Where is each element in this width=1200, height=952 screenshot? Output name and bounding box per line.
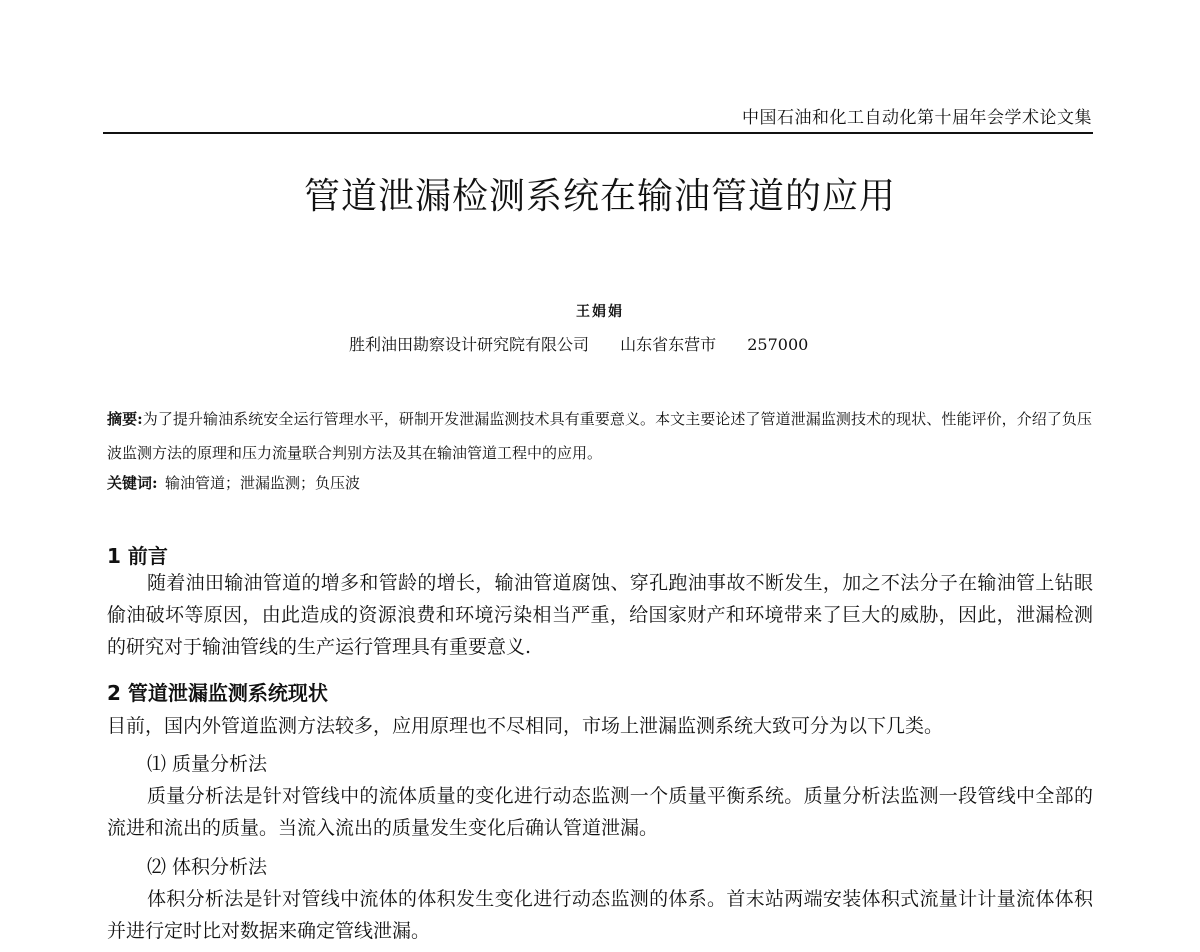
abstract-text: 为了提升输油系统安全运行管理水平，研制开发泄漏监测技术具有重要意义。本文主要论述了管道泄漏监测技术的现状、性能评价，介绍了负压波监测方法的原理和压力流量联合判别方法及其在输油管道工程中的应用。 [107,410,1092,462]
subsection-1-paragraph: 质量分析法是针对管线中的流体质量的变化进行动态监测一个质量平衡系统。质量分析法监测一段管线中全部的流进和流出的质量。当流入流出的质量发生变化后确认管道泄漏。 [107,785,1093,839]
author-name: 王娟娟 [576,304,624,320]
affiliation-institution: 胜利油田勘察设计研究院有限公司 [349,335,590,354]
section-2-heading: 2 管道泄漏监测系统现状 [107,681,328,705]
subsection-2-heading: ⑵ 体积分析法 [147,856,268,878]
subsection-2-paragraph: 体积分析法是针对管线中流体的体积发生变化进行动态监测的体系。首末站两端安装体积式流量计计量流体体积并进行定时比对数据来确定管线泄漏。 [107,888,1093,942]
abstract-label: 摘要: [107,410,143,428]
abstract [107,402,1092,470]
keywords-label: 关键词: [107,474,158,492]
affiliation-postcode: 257000 [747,335,809,354]
affiliation-location: 山东省东营市 [620,335,717,354]
section-1-paragraph: 随着油田输油管道的增多和管龄的增长，输油管道腐蚀、穿孔跑油事故不断发生，加之不法分子在输油管上钻眼偷油破坏等原因，由此造成的资源浪费和环境污染相当严重，给国家财产和环境带来了巨大的威胁，因此，泄漏检测的研究对于输油管线的生产运行管理具有重要意义. [107,572,1093,658]
running-header: 中国石油和化工自动化第十届年会学术论文集 [742,108,1092,128]
paper-title: 管道泄漏检测系统在输油管道的应用 [303,176,896,217]
affiliation [349,332,808,355]
header-rule [103,132,1093,134]
keywords-text: 输油管道；泄漏监测；负压波 [165,474,361,492]
keywords [107,472,360,493]
section-1-heading: 1 前言 [107,544,168,568]
subsection-1-heading: ⑴ 质量分析法 [147,753,268,775]
section-2-intro: 目前，国内外管道监测方法较多，应用原理也不尽相同，市场上泄漏监测系统大致可分为以下几类。 [107,715,944,737]
